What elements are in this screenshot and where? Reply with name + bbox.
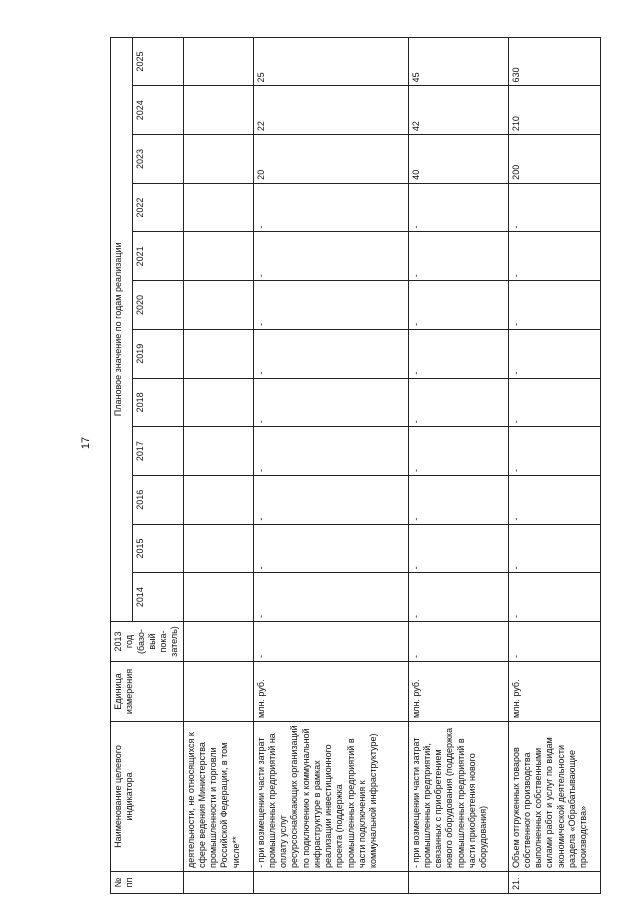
- row-value: -: [408, 281, 508, 330]
- row-value: [183, 135, 253, 184]
- row-unit: млн. руб.: [253, 662, 408, 722]
- row-value: -: [508, 329, 600, 378]
- row-value: -: [253, 183, 408, 232]
- row-name: - при возмещении части затрат промышленных предприятий на оплату услуг ресурсоснабжающих организаций по подключению к коммунальной инфраструктуре в рамках реализации инвестиционного проекта (поддержка промышленных предприятий в части подключения к коммунальной инфраструктуре): [253, 722, 408, 872]
- header-year: 2024: [133, 86, 183, 135]
- row-name: деятельности, не относящихся к сфере ведения Министерства промышленности и торговли Российской Федерации, в том числе**: [183, 722, 253, 872]
- row-value: -: [508, 281, 600, 330]
- row-unit: млн. руб.: [508, 662, 600, 722]
- row-value: 630: [508, 37, 600, 86]
- table-row: [253, 37, 408, 893]
- table-row: [408, 37, 508, 893]
- row-value: 42: [408, 86, 508, 135]
- indicator-table: [110, 37, 601, 894]
- table-row: [183, 37, 253, 893]
- header-year: 2017: [133, 427, 183, 476]
- rotated-table-wrapper: [110, 38, 600, 894]
- row-no: [253, 872, 408, 894]
- row-value: -: [253, 475, 408, 524]
- row-value: 45: [408, 37, 508, 86]
- row-value: 25: [253, 37, 408, 86]
- header-year: 2015: [133, 524, 183, 573]
- row-value: -: [253, 378, 408, 427]
- row-value: [183, 329, 253, 378]
- row-value: [183, 573, 253, 622]
- row-value: -: [408, 329, 508, 378]
- header-year: 2016: [133, 475, 183, 524]
- header-year: 2022: [133, 183, 183, 232]
- page-number: 17: [80, 436, 93, 450]
- row-value: 22: [253, 86, 408, 135]
- row-value: 20: [253, 135, 408, 184]
- row-value: -: [508, 378, 600, 427]
- row-name: - при возмещении части затрат промышленных предприятий, связанных с приобретением нового оборудования (поддержка промышленных предприятий в части приобретения нового оборудования): [408, 722, 508, 872]
- header-year: 2021: [133, 232, 183, 281]
- header-name: Наименование целевого индикатора: [111, 722, 184, 872]
- row-unit: [183, 662, 253, 722]
- row-value: -: [408, 378, 508, 427]
- row-value: -: [253, 524, 408, 573]
- row-value: -: [253, 232, 408, 281]
- row-base: -: [508, 622, 600, 662]
- row-value: [183, 86, 253, 135]
- header-no: № пп: [111, 872, 184, 894]
- row-no: [408, 872, 508, 894]
- header-year: 2019: [133, 329, 183, 378]
- row-value: 210: [508, 86, 600, 135]
- row-value: -: [408, 183, 508, 232]
- row-value: [183, 183, 253, 232]
- row-value: -: [253, 427, 408, 476]
- header-year: 2020: [133, 281, 183, 330]
- row-value: -: [408, 232, 508, 281]
- row-value: -: [408, 427, 508, 476]
- row-value: -: [508, 183, 600, 232]
- header-plan: Плановое значение по годам реализации: [111, 37, 133, 621]
- row-value: -: [253, 573, 408, 622]
- table-row: [508, 37, 600, 893]
- row-value: [183, 475, 253, 524]
- row-value: 40: [408, 135, 508, 184]
- header-year: 2018: [133, 378, 183, 427]
- row-value: [183, 378, 253, 427]
- row-value: [183, 232, 253, 281]
- row-value: [183, 37, 253, 86]
- row-base: -: [408, 622, 508, 662]
- header-base: 2013 год (базо-вый пока-затель): [111, 622, 184, 662]
- header-year: 2014: [133, 573, 183, 622]
- row-value: -: [253, 281, 408, 330]
- row-value: -: [508, 573, 600, 622]
- row-value: -: [508, 427, 600, 476]
- row-value: 200: [508, 135, 600, 184]
- header-unit: Единица измерения: [111, 662, 184, 722]
- row-value: [183, 427, 253, 476]
- row-value: -: [408, 573, 508, 622]
- row-unit: млн. руб.: [408, 662, 508, 722]
- row-value: [183, 281, 253, 330]
- row-value: -: [508, 524, 600, 573]
- row-base: [183, 622, 253, 662]
- row-value: -: [508, 232, 600, 281]
- row-value: -: [408, 524, 508, 573]
- row-no: 21.: [508, 872, 600, 894]
- row-value: -: [508, 475, 600, 524]
- header-year: 2025: [133, 37, 183, 86]
- row-no: [183, 872, 253, 894]
- row-value: [183, 524, 253, 573]
- row-base: -: [253, 622, 408, 662]
- row-name: Объем отгруженных товаров собственного производства выполненных собственными силами работ и услуг по видам экономической деятельности раздела «Обрабатывающие производства»: [508, 722, 600, 872]
- row-value: -: [253, 329, 408, 378]
- row-value: -: [408, 475, 508, 524]
- header-year: 2023: [133, 135, 183, 184]
